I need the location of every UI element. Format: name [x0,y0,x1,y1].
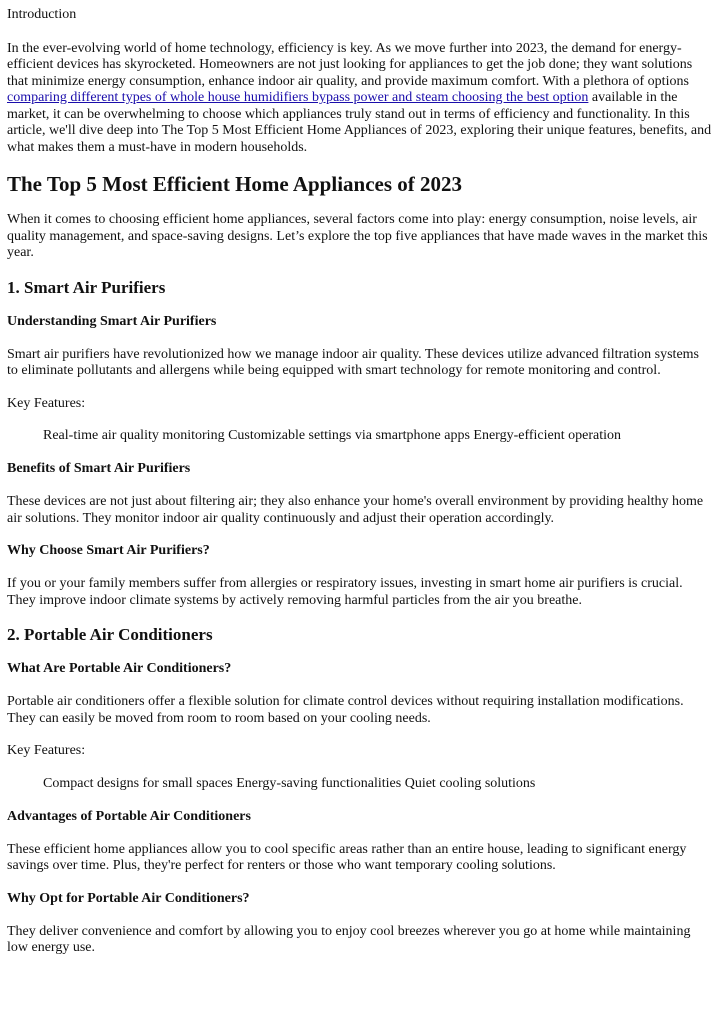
article-title: The Top 5 Most Efficient Home Appliances of 2023 [7,172,463,196]
portable-ac-description-paragraph: Portable air conditioners offer a flexible solution for climate control devices without requiring installation modifications. They can easily be moved from room to room based on your cooling needs. [7,694,684,726]
subheading-why-opt-portable-ac: Why Opt for Portable Air Conditioners? [7,890,250,906]
subheading-why-choose-purifiers: Why Choose Smart Air Purifiers? [7,543,210,558]
document-page [7,7,713,973]
purifiers-key-features-label: Key Features: [7,395,86,411]
subheading-understanding-purifiers: Understanding Smart Air Purifiers [7,313,217,329]
intro-text-after-link: available in the market, it can be overwhelming to choose which appliances truly stand out in terms of efficiency and functionality. In this article, we'll dive deep into The Top 5 Most Efficient Home Appliances of 2023, exploring their unique features, benefits, and what makes them a must-have in modern households. [7,90,712,155]
intro-text-before-link: In the ever-evolving world of home technology, efficiency is key. As we move further into 2023, the demand for energy-efficient devices has skyrocketed. Homeowners are not just looking for appliances to get the job done; they want solutions that minimize energy consumption, enhance indoor air quality, and provide maximum comfort. With a plethora of options [7,40,693,89]
purifiers-why-paragraph: If you or your family members suffer from allergies or respiratory issues, investing in smart home air purifiers is crucial. They improve indoor climate systems by actively removing harmful particles from the air you breathe. [7,576,683,608]
subheading-advantages-portable-ac: Advantages of Portable Air Conditioners [7,808,251,824]
section-heading-portable-ac: 2. Portable Air Conditioners [7,625,213,644]
section-heading-smart-air-purifiers: 1. Smart Air Purifiers [7,277,166,297]
purifiers-benefits-paragraph: These devices are not just about filtering air; they also enhance your home's overall environment by providing healthy home air solutions. They monitor indoor air quality continuously and adjust their operation accordingly. [7,494,704,526]
portable-ac-why-paragraph: They deliver convenience and comfort by allowing you to enjoy cool breezes wherever you go at home while maintaining low energy use. [7,923,691,955]
portable-ac-key-features-label: Key Features: [7,743,86,758]
article-intro-paragraph: When it comes to choosing efficient home appliances, several factors come into play: energy consumption, noise levels, air quality management, and space-saving designs. Let’s explore the top five appliances that have made waves in the market this year. [7,212,708,260]
portable-ac-features-list: Compact designs for small spaces Energy-saving functionalities Quiet cooling solutions [43,775,536,791]
portable-ac-advantages-paragraph: These efficient home appliances allow you to cool specific areas rather than an entire house, leading to significant energy savings over time. Plus, they're perfect for renters or those who want temporary cooling solutions. [7,841,687,873]
humidifier-comparison-link[interactable]: comparing different types of whole house humidifiers bypass power and steam choosing the best option [7,90,589,105]
purifiers-description-paragraph: Smart air purifiers have revolutionized how we manage indoor air quality. These devices utilize advanced filtration systems to eliminate pollutants and allergens while being equipped with smart technology for remote monitoring and control. [7,346,700,378]
intro-label: Introduction [7,7,77,22]
purifiers-features-list: Real-time air quality monitoring Customizable settings via smartphone apps Energy-efficient operation [43,428,622,443]
subheading-benefits-purifiers: Benefits of Smart Air Purifiers [7,461,191,476]
intro-paragraph [7,41,713,157]
subheading-what-are-portable-ac: What Are Portable Air Conditioners? [7,661,232,676]
